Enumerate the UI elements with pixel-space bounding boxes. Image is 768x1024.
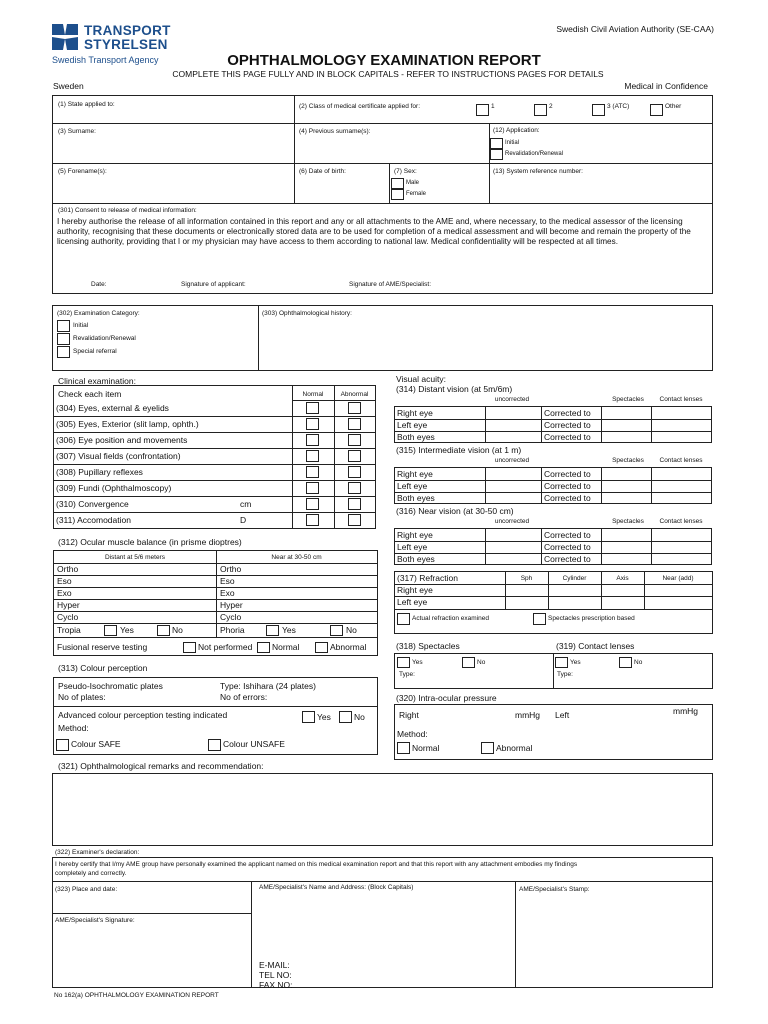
- spectacles-no-label: No: [477, 659, 486, 666]
- ame-stamp-label: AME/Specialist's Stamp:: [519, 886, 590, 893]
- clinical-item-label: (311) Accomodation: [56, 515, 131, 525]
- muscle-row-distant: Hyper: [57, 600, 80, 610]
- spectacles-no-checkbox[interactable]: [462, 657, 475, 668]
- remarks-field[interactable]: [52, 773, 713, 846]
- spectacles-yes-checkbox[interactable]: [397, 657, 410, 668]
- clinical-abnormal-checkbox[interactable]: [348, 514, 361, 526]
- clinical-row: [54, 432, 375, 448]
- ame-name-address-label: AME/Specialist's Name and Address: (Block Capitals): [259, 884, 414, 891]
- muscle-row-distant: Exo: [57, 588, 72, 598]
- tropia-no-checkbox[interactable]: [157, 625, 170, 636]
- colour-safe-checkbox[interactable]: [56, 739, 69, 751]
- contacts-title: (319) Contact lenses: [556, 641, 635, 651]
- clinical-row: [54, 512, 375, 528]
- consent-text: I hereby authorise the release of all information contained in this report and any or all attachments to the AME and, where necessary, to the medical assessor of the licensing authority, recognising that these documents or electronically stored data are to be used for completion of a medical assessment and will become and remain the property of the licensing authority, providing that I or my physician may have access to them according to national law. Medical confidentiality will be respected at all times.: [57, 217, 691, 246]
- distant-col-uncorrected: uncorrected: [494, 396, 530, 403]
- colour-unsafe-checkbox[interactable]: [208, 739, 221, 751]
- sex-male-checkbox[interactable]: [391, 178, 404, 189]
- phoria-no-checkbox[interactable]: [330, 625, 343, 636]
- page-title: OPHTHALMOLOGY EXAMINATION REPORT: [227, 52, 541, 69]
- place-date-label: (323) Place and date:: [55, 886, 118, 893]
- near-row-label: Left eye: [397, 542, 428, 552]
- declaration-section: [52, 857, 713, 988]
- clinical-row: [54, 464, 375, 480]
- refraction-col-near: Near (add): [662, 575, 694, 582]
- logo-subtitle: Swedish Transport Agency: [52, 55, 159, 65]
- fusional-abnormal-label: Abnormal: [330, 642, 367, 652]
- fusional-not-performed-checkbox[interactable]: [183, 642, 196, 653]
- fusional-normal-checkbox[interactable]: [257, 642, 270, 653]
- logo-line1: TRANSPORT: [84, 23, 171, 38]
- class-2-label: 2: [549, 103, 553, 110]
- logo-line2: STYRELSEN: [84, 37, 168, 52]
- pressure-left-unit: mmHg: [673, 706, 699, 716]
- contacts-no-checkbox[interactable]: [619, 657, 632, 668]
- clinical-normal-header: Normal: [302, 391, 324, 398]
- colour-unsafe-label: Colour UNSAFE: [223, 739, 285, 749]
- advanced-yes-checkbox[interactable]: [302, 711, 315, 723]
- clinical-abnormal-checkbox[interactable]: [348, 418, 361, 430]
- refraction-row-left: Left eye: [397, 597, 428, 607]
- phoria-yes-checkbox[interactable]: [266, 625, 279, 636]
- refraction-actual-label: Actual refraction examined: [412, 615, 489, 622]
- near-row-label: Both eyes: [397, 554, 435, 564]
- spectacles-yes-label: Yes: [412, 659, 423, 666]
- class-label: (2) Class of medical certificate applied for:: [299, 103, 421, 110]
- clinical-row: [54, 496, 375, 512]
- visual-title: Visual acuity:: [396, 374, 446, 384]
- clinical-item-label: (310) Convergence: [56, 499, 129, 509]
- clinical-normal-checkbox[interactable]: [306, 514, 319, 526]
- phoria-no-label: No: [346, 625, 357, 635]
- muscle-row-distant: Eso: [57, 576, 72, 586]
- distant-vision-table: [394, 396, 712, 443]
- muscle-row-near: Exo: [220, 588, 235, 598]
- clinical-normal-checkbox[interactable]: [306, 450, 319, 462]
- previous-surname-label: (4) Previous surname(s):: [299, 128, 371, 135]
- refraction-col-axis: Axis: [616, 575, 629, 582]
- clinical-abnormal-checkbox[interactable]: [348, 466, 361, 478]
- clinical-normal-checkbox[interactable]: [306, 482, 319, 494]
- authority-name: Swedish Civil Aviation Authority (SE-CAA): [556, 24, 714, 34]
- distant-row-label: Right eye: [397, 408, 433, 418]
- clinical-row: [54, 480, 375, 496]
- muscle-row-near: Eso: [220, 576, 235, 586]
- transport-logo-icon: [50, 22, 80, 52]
- near-col-contacts: Contact lenses: [659, 518, 703, 525]
- email-label: E-MAIL:: [259, 960, 290, 970]
- clinical-item-label: (306) Eye position and movements: [56, 435, 188, 445]
- category-revalidation-label: Revalidation/Renewal: [73, 335, 136, 342]
- sex-male-label: Male: [406, 180, 420, 186]
- pressure-left-label: Left: [555, 710, 570, 720]
- clinical-item-label: (307) Visual fields (confrontation): [56, 451, 181, 461]
- intermediate-col-contacts: Contact lenses: [659, 457, 703, 464]
- application-revalidation-label: Revalidation/Renewal: [505, 151, 564, 157]
- pressure-right-unit: mmHg: [515, 710, 541, 720]
- intermediate-row-label: Left eye: [397, 481, 428, 491]
- distant-corrected-label: Corrected to: [544, 420, 591, 430]
- reference-label: (13) System reference number:: [493, 168, 583, 175]
- clinical-item-label: (305) Eyes, Exterior (slit lamp, ophth.): [56, 419, 199, 429]
- clinical-normal-checkbox[interactable]: [306, 466, 319, 478]
- class-1-label: 1: [491, 103, 495, 110]
- pseudo-plates-label: Pseudo-Isochromatic plates: [58, 681, 163, 691]
- pressure-title: (320) Intra-ocular pressure: [396, 693, 497, 703]
- muscle-title: (312) Ocular muscle balance (in prisme dioptres): [58, 537, 242, 547]
- distant-corrected-label: Corrected to: [544, 432, 591, 442]
- distant-row-label: Left eye: [397, 420, 428, 430]
- clinical-title: Clinical examination:: [58, 376, 136, 386]
- advanced-no-label: No: [354, 712, 365, 722]
- near-header: Near at 30-50 cm: [271, 554, 322, 561]
- intermediate-corrected-label: Corrected to: [544, 493, 591, 503]
- intermediate-col-spectacles: Spectacles: [612, 457, 644, 464]
- pressure-abnormal-label: Abnormal: [496, 743, 533, 753]
- fusional-not-performed-label: Not performed: [198, 642, 253, 652]
- clinical-item-label: (308) Pupillary reflexes: [56, 467, 143, 477]
- forenames-label: (5) Forename(s):: [58, 168, 107, 175]
- clinical-row: [54, 448, 375, 464]
- sex-female-label: Female: [406, 191, 427, 197]
- phoria-label: Phoria: [220, 625, 245, 635]
- clinical-abnormal-checkbox[interactable]: [348, 498, 361, 510]
- clinical-row: [54, 416, 375, 432]
- refraction-col-cylinder: Cylinder: [562, 575, 587, 582]
- spectacles-title: (318) Spectacles: [396, 641, 460, 651]
- declaration-text-1: I hereby certify that I/my AME group have personally examined the applicant named on this medical examination report and that this report with any attachment embodies my findings: [55, 861, 578, 868]
- dob-label: (6) Date of birth:: [299, 168, 346, 175]
- clinical-normal-checkbox[interactable]: [306, 418, 319, 430]
- category-initial-checkbox[interactable]: [57, 320, 70, 332]
- spectacles-table: [394, 653, 713, 689]
- footer-form-number: No 162(a) OPHTHALMOLOGY EXAMINATION REPORT: [54, 992, 219, 999]
- tropia-yes-label: Yes: [120, 625, 134, 635]
- advanced-no-checkbox[interactable]: [339, 711, 352, 723]
- colour-title: (313) Colour perception: [58, 663, 148, 673]
- contacts-yes-checkbox[interactable]: [555, 657, 568, 668]
- tropia-no-label: No: [172, 625, 183, 635]
- application-revalidation-checkbox[interactable]: [490, 149, 503, 160]
- intermediate-corrected-label: Corrected to: [544, 469, 591, 479]
- distant-header: Distant at 5/6 meters: [105, 554, 165, 561]
- contacts-yes-label: Yes: [570, 659, 581, 666]
- refraction-actual-checkbox[interactable]: [397, 613, 410, 625]
- class-1-checkbox[interactable]: [476, 104, 489, 116]
- refraction-table: [394, 571, 713, 634]
- near-corrected-label: Corrected to: [544, 530, 591, 540]
- phoria-yes-label: Yes: [282, 625, 296, 635]
- clinical-check-label: Check each item: [58, 389, 122, 399]
- near-row-label: Right eye: [397, 530, 433, 540]
- clinical-abnormal-checkbox[interactable]: [348, 402, 361, 414]
- pressure-table: [394, 704, 713, 760]
- sex-female-checkbox[interactable]: [391, 189, 404, 200]
- clinical-table: [53, 385, 376, 529]
- category-initial-label: Initial: [73, 322, 89, 329]
- clinical-item-unit: D: [240, 515, 247, 525]
- colour-table: [53, 677, 378, 755]
- clinical-item-unit: cm: [240, 499, 252, 509]
- fusional-abnormal-checkbox[interactable]: [315, 642, 328, 653]
- tropia-yes-checkbox[interactable]: [104, 625, 117, 636]
- distant-corrected-label: Corrected to: [544, 408, 591, 418]
- class-3-checkbox[interactable]: [592, 104, 605, 116]
- declaration-text-2: completely and correctly.: [55, 870, 127, 877]
- pressure-abnormal-checkbox[interactable]: [481, 742, 494, 754]
- pressure-right-label: Right: [399, 710, 419, 720]
- fax-label: FAX NO:: [259, 980, 293, 990]
- declaration-label: (322) Examiner's declaration:: [55, 849, 140, 856]
- page-subtitle: COMPLETE THIS PAGE FULLY AND IN BLOCK CAPITALS - REFER TO INSTRUCTIONS PAGES FOR DETAILS: [172, 69, 604, 79]
- muscle-table: [53, 550, 378, 656]
- muscle-row-near: Hyper: [220, 600, 243, 610]
- clinical-normal-checkbox[interactable]: [306, 434, 319, 446]
- intermediate-title: (315) Intermediate vision (at 1 m): [396, 445, 522, 455]
- class-3-label: 3 (ATC): [607, 103, 630, 110]
- muscle-row-near: Cyclo: [220, 612, 242, 622]
- near-col-uncorrected: uncorrected: [494, 518, 530, 525]
- plates-count-label: No of plates:: [58, 692, 106, 702]
- intermediate-row-label: Right eye: [397, 469, 433, 479]
- muscle-row-near: Ortho: [220, 564, 242, 574]
- refraction-title: (317) Refraction: [397, 573, 458, 583]
- ame-signature-label-2: AME/Specialist's Signature:: [55, 917, 135, 924]
- muscle-row-distant: Cyclo: [57, 612, 79, 622]
- state-label: (1) State applied to:: [58, 101, 115, 108]
- advanced-yes-label: Yes: [317, 712, 331, 722]
- ame-signature-label: Signature of AME/Specialist:: [349, 281, 432, 288]
- refraction-prescription-label: Spectacles prescription based: [548, 615, 635, 622]
- class-other-label: Other: [665, 103, 682, 110]
- advanced-colour-label: Advanced colour perception testing indicated: [58, 710, 228, 720]
- clinical-normal-checkbox[interactable]: [306, 498, 319, 510]
- category-revalidation-checkbox[interactable]: [57, 333, 70, 345]
- exam-category-section: [52, 305, 713, 371]
- category-special-checkbox[interactable]: [57, 346, 70, 358]
- application-initial-label: Initial: [505, 140, 520, 146]
- near-title: (316) Near vision (at 30-50 cm): [396, 506, 514, 516]
- intermediate-vision-table: [394, 457, 712, 504]
- applicant-section: [52, 95, 713, 294]
- distant-title: (314) Distant vision (at 5m/6m): [396, 384, 513, 394]
- pressure-normal-checkbox[interactable]: [397, 742, 410, 754]
- pressure-method-label: Method:: [397, 729, 428, 739]
- muscle-row-distant: Ortho: [57, 564, 79, 574]
- near-corrected-label: Corrected to: [544, 554, 591, 564]
- fusional-label: Fusional reserve testing: [57, 642, 148, 652]
- colour-method-label: Method:: [58, 723, 89, 733]
- refraction-row-right: Right eye: [397, 585, 433, 595]
- category-special-label: Special referral: [73, 348, 117, 355]
- contacts-no-label: No: [634, 659, 643, 666]
- near-corrected-label: Corrected to: [544, 542, 591, 552]
- class-2-checkbox[interactable]: [534, 104, 547, 116]
- clinical-row: [54, 400, 375, 416]
- consent-label: (301) Consent to release of medical information:: [58, 207, 197, 214]
- spectacles-type-label: Type:: [399, 671, 415, 678]
- consent-date-label: Date:: [91, 281, 107, 288]
- application-initial-checkbox[interactable]: [490, 138, 503, 149]
- near-vision-table: [394, 518, 712, 565]
- fusional-normal-label: Normal: [272, 642, 300, 652]
- distant-col-spectacles: Spectacles: [612, 396, 644, 403]
- colour-safe-label: Colour SAFE: [71, 739, 121, 749]
- clinical-normal-checkbox[interactable]: [306, 402, 319, 414]
- intermediate-col-uncorrected: uncorrected: [494, 457, 530, 464]
- surname-label: (3) Surname:: [58, 128, 96, 135]
- errors-count-label: No of errors:: [220, 692, 268, 702]
- country: Sweden: [53, 81, 84, 91]
- sex-label: (7) Sex:: [394, 168, 417, 175]
- intermediate-corrected-label: Corrected to: [544, 481, 591, 491]
- history-label: (303) Ophthalmological history:: [262, 310, 352, 317]
- application-label: (12) Application:: [493, 127, 540, 134]
- remarks-title: (321) Ophthalmological remarks and recommendation:: [58, 761, 264, 771]
- plates-type-label: Type: Ishihara (24 plates): [220, 681, 316, 691]
- clinical-abnormal-checkbox[interactable]: [348, 434, 361, 446]
- clinical-abnormal-checkbox[interactable]: [348, 450, 361, 462]
- intermediate-row-label: Both eyes: [397, 493, 435, 503]
- tel-label: TEL NO:: [259, 970, 292, 980]
- contacts-type-label: Type:: [557, 671, 573, 678]
- applicant-signature-label: Signature of applicant:: [181, 281, 246, 288]
- confidential-label: Medical in Confidence: [624, 81, 708, 91]
- exam-category-label: (302) Examination Category:: [57, 310, 140, 317]
- pressure-normal-label: Normal: [412, 743, 440, 753]
- distant-col-contacts: Contact lenses: [659, 396, 703, 403]
- clinical-item-label: (304) Eyes, external & eyelids: [56, 403, 169, 413]
- tropia-label: Tropia: [57, 625, 81, 635]
- clinical-abnormal-checkbox[interactable]: [348, 482, 361, 494]
- clinical-abnormal-header: Abnormal: [340, 391, 369, 398]
- refraction-prescription-checkbox[interactable]: [533, 613, 546, 625]
- clinical-item-label: (309) Fundi (Ophthalmoscopy): [56, 483, 172, 493]
- distant-row-label: Both eyes: [397, 432, 435, 442]
- near-col-spectacles: Spectacles: [612, 518, 644, 525]
- class-other-checkbox[interactable]: [650, 104, 663, 116]
- refraction-col-sph: Sph: [520, 575, 533, 582]
